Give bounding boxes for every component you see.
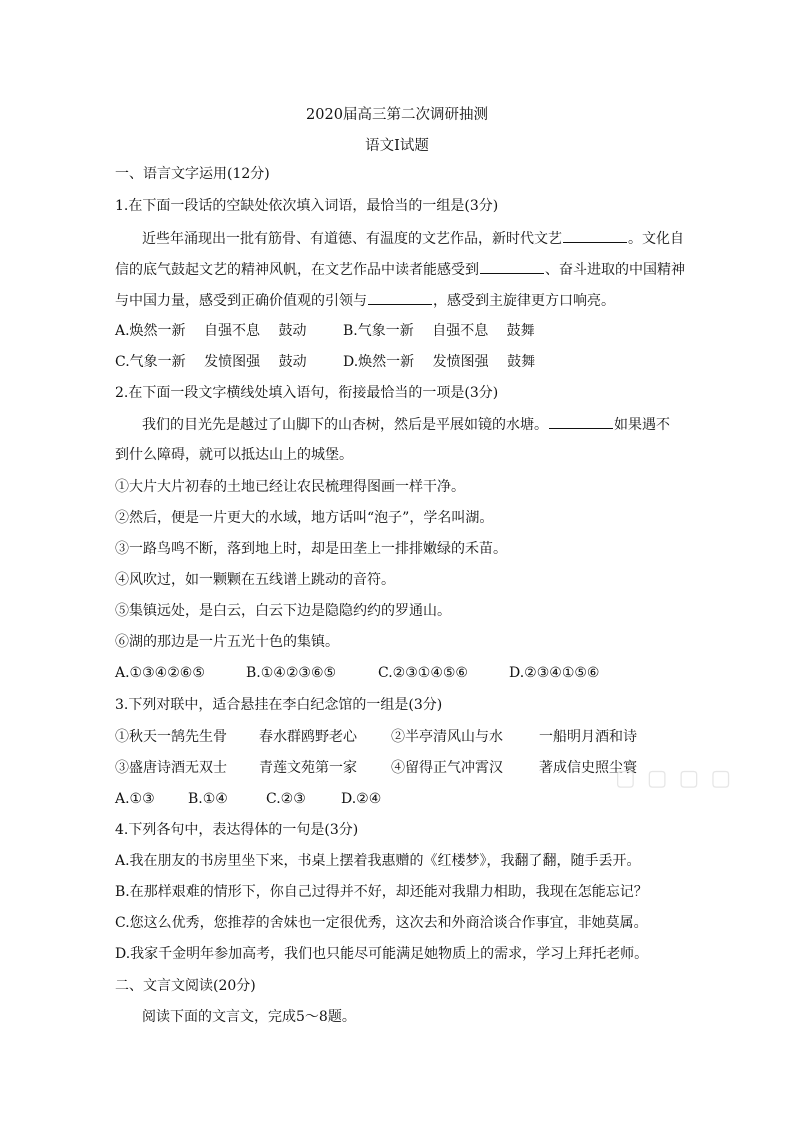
couplet-3-upper: ③盛唐诗酒无双士 [115, 760, 227, 776]
question-2-option-b: B.①④②③⑥⑤ [246, 665, 337, 681]
question-3-option-b: B.①④ [188, 791, 228, 807]
couplet-2-lower: 一船明月酒和诗 [539, 729, 637, 745]
fill-blank-1 [563, 228, 627, 243]
couplet-2-upper: ②半亭清风山与水 [391, 729, 503, 745]
couplet-1-lower: 春水群鸥野老心 [259, 729, 357, 745]
couplet-1-upper: ①秋天一鹄先生骨 [115, 729, 227, 745]
question-3-option-c: C.②③ [266, 791, 306, 807]
question-1-option-d: D.焕然一新 发愤图强 鼓舞 [343, 354, 536, 370]
fill-blank-2 [480, 259, 544, 274]
watermark-logo: ▢ ▢ ▢ ▢ [615, 766, 734, 791]
question-2-item-6: ⑥湖的那边是一片五光十色的集镇。 [115, 634, 339, 650]
couplet-4-upper: ④留得正气冲霄汉 [391, 760, 503, 776]
fill-blank-3 [368, 290, 432, 305]
question-2-option-c: C.②③①④⑤⑥ [378, 665, 468, 681]
question-2-option-a: A.①③④②⑥⑤ [115, 665, 205, 681]
exam-title: 2020届高三第二次调研抽测 [306, 107, 488, 123]
question-4-stem: 4.下列各句中，表达得体的一句是(3分) [115, 822, 359, 838]
section-heading-1: 一、语言文字运用(12分) [115, 166, 270, 182]
question-4-option-b: B.在那样艰难的情形下，你自己过得并不好，却还能对我鼎力相助，我现在怎能忘记？ [115, 884, 648, 900]
question-2-item-5: ⑤集镇远处，是白云，白云下边是隐隐约约的罗通山。 [115, 603, 451, 619]
question-4-option-c: C.您这么优秀，您推荐的舍妹也一定很优秀，这次去和外商洽谈合作事宜，非她莫属。 [115, 915, 648, 931]
question-1-option-a: A.焕然一新 自强不息 鼓动 [115, 323, 307, 339]
question-2-passage-line-2: 到什么障碍，就可以抵达山上的城堡。 [115, 447, 353, 463]
question-1-option-b: B.气象一新 自强不息 鼓舞 [343, 323, 535, 339]
question-3-option-d: D.②④ [341, 791, 382, 807]
question-3-option-a: A.①③ [115, 791, 155, 807]
question-2-item-4: ④风吹过，如一颗颗在五线谱上跳动的音符。 [115, 572, 395, 588]
couplet-3-lower: 青莲文苑第一家 [259, 760, 357, 776]
question-4-option-d: D.我家千金明年参加高考，我们也只能尽可能满足她物质上的需求，学习上拜托老师。 [115, 946, 649, 962]
section-2-instruction: 阅读下面的文言文，完成5～8题。 [142, 1009, 356, 1025]
question-1-passage-line-1: 近些年涌现出一批有筋骨、有道德、有温度的文艺作品，新时代文艺 。文化自 [142, 228, 685, 249]
question-2-item-1: ①大片大片初春的土地已经让农民梳理得图画一样干净。 [115, 479, 465, 495]
question-2-item-3: ③一路鸟鸣不断，落到地上时，却是田垄上一排排嫩绿的禾苗。 [115, 541, 507, 557]
question-4-option-a: A.我在朋友的书房里坐下来，书桌上摆着我惠赠的《红楼梦》，我翻了翻，随手丢开。 [115, 853, 641, 869]
couplet-4-lower: 著成信史照尘寰 [539, 760, 637, 776]
section-heading-2: 二、文言文阅读(20分) [115, 978, 256, 994]
question-1-passage-line-2: 信的底气鼓起文艺的精神风帆，在文艺作品中读者能感受到 、奋斗进取的中国精神 [115, 259, 685, 280]
fill-blank-4 [549, 414, 613, 429]
question-2-passage-line-1: 我们的目光先是越过了山脚下的山杏树，然后是平展如镜的水塘。 如果遇不 [142, 414, 685, 435]
question-1-passage-line-3: 与中国力量，感受到正确价值观的引领与 ，感受到主旋律更方口响亮。 [115, 290, 685, 311]
exam-subtitle: 语文Ⅰ试题 [365, 138, 429, 154]
question-1-option-c: C.气象一新 发愤图强 鼓动 [115, 354, 307, 370]
question-2-option-d: D.②③④①⑤⑥ [509, 665, 600, 681]
question-2-stem: 2.在下面一段文字横线处填入语句，衔接最恰当的一项是(3分) [115, 385, 499, 401]
question-1-stem: 1.在下面一段话的空缺处依次填入词语，最恰当的一组是(3分) [115, 198, 499, 214]
question-3-stem: 3.下列对联中，适合悬挂在李白纪念馆的一组是(3分) [115, 697, 443, 713]
question-2-item-2: ②然后，便是一片更大的水域，地方话叫“泡子”，学名叫湖。 [115, 510, 494, 526]
